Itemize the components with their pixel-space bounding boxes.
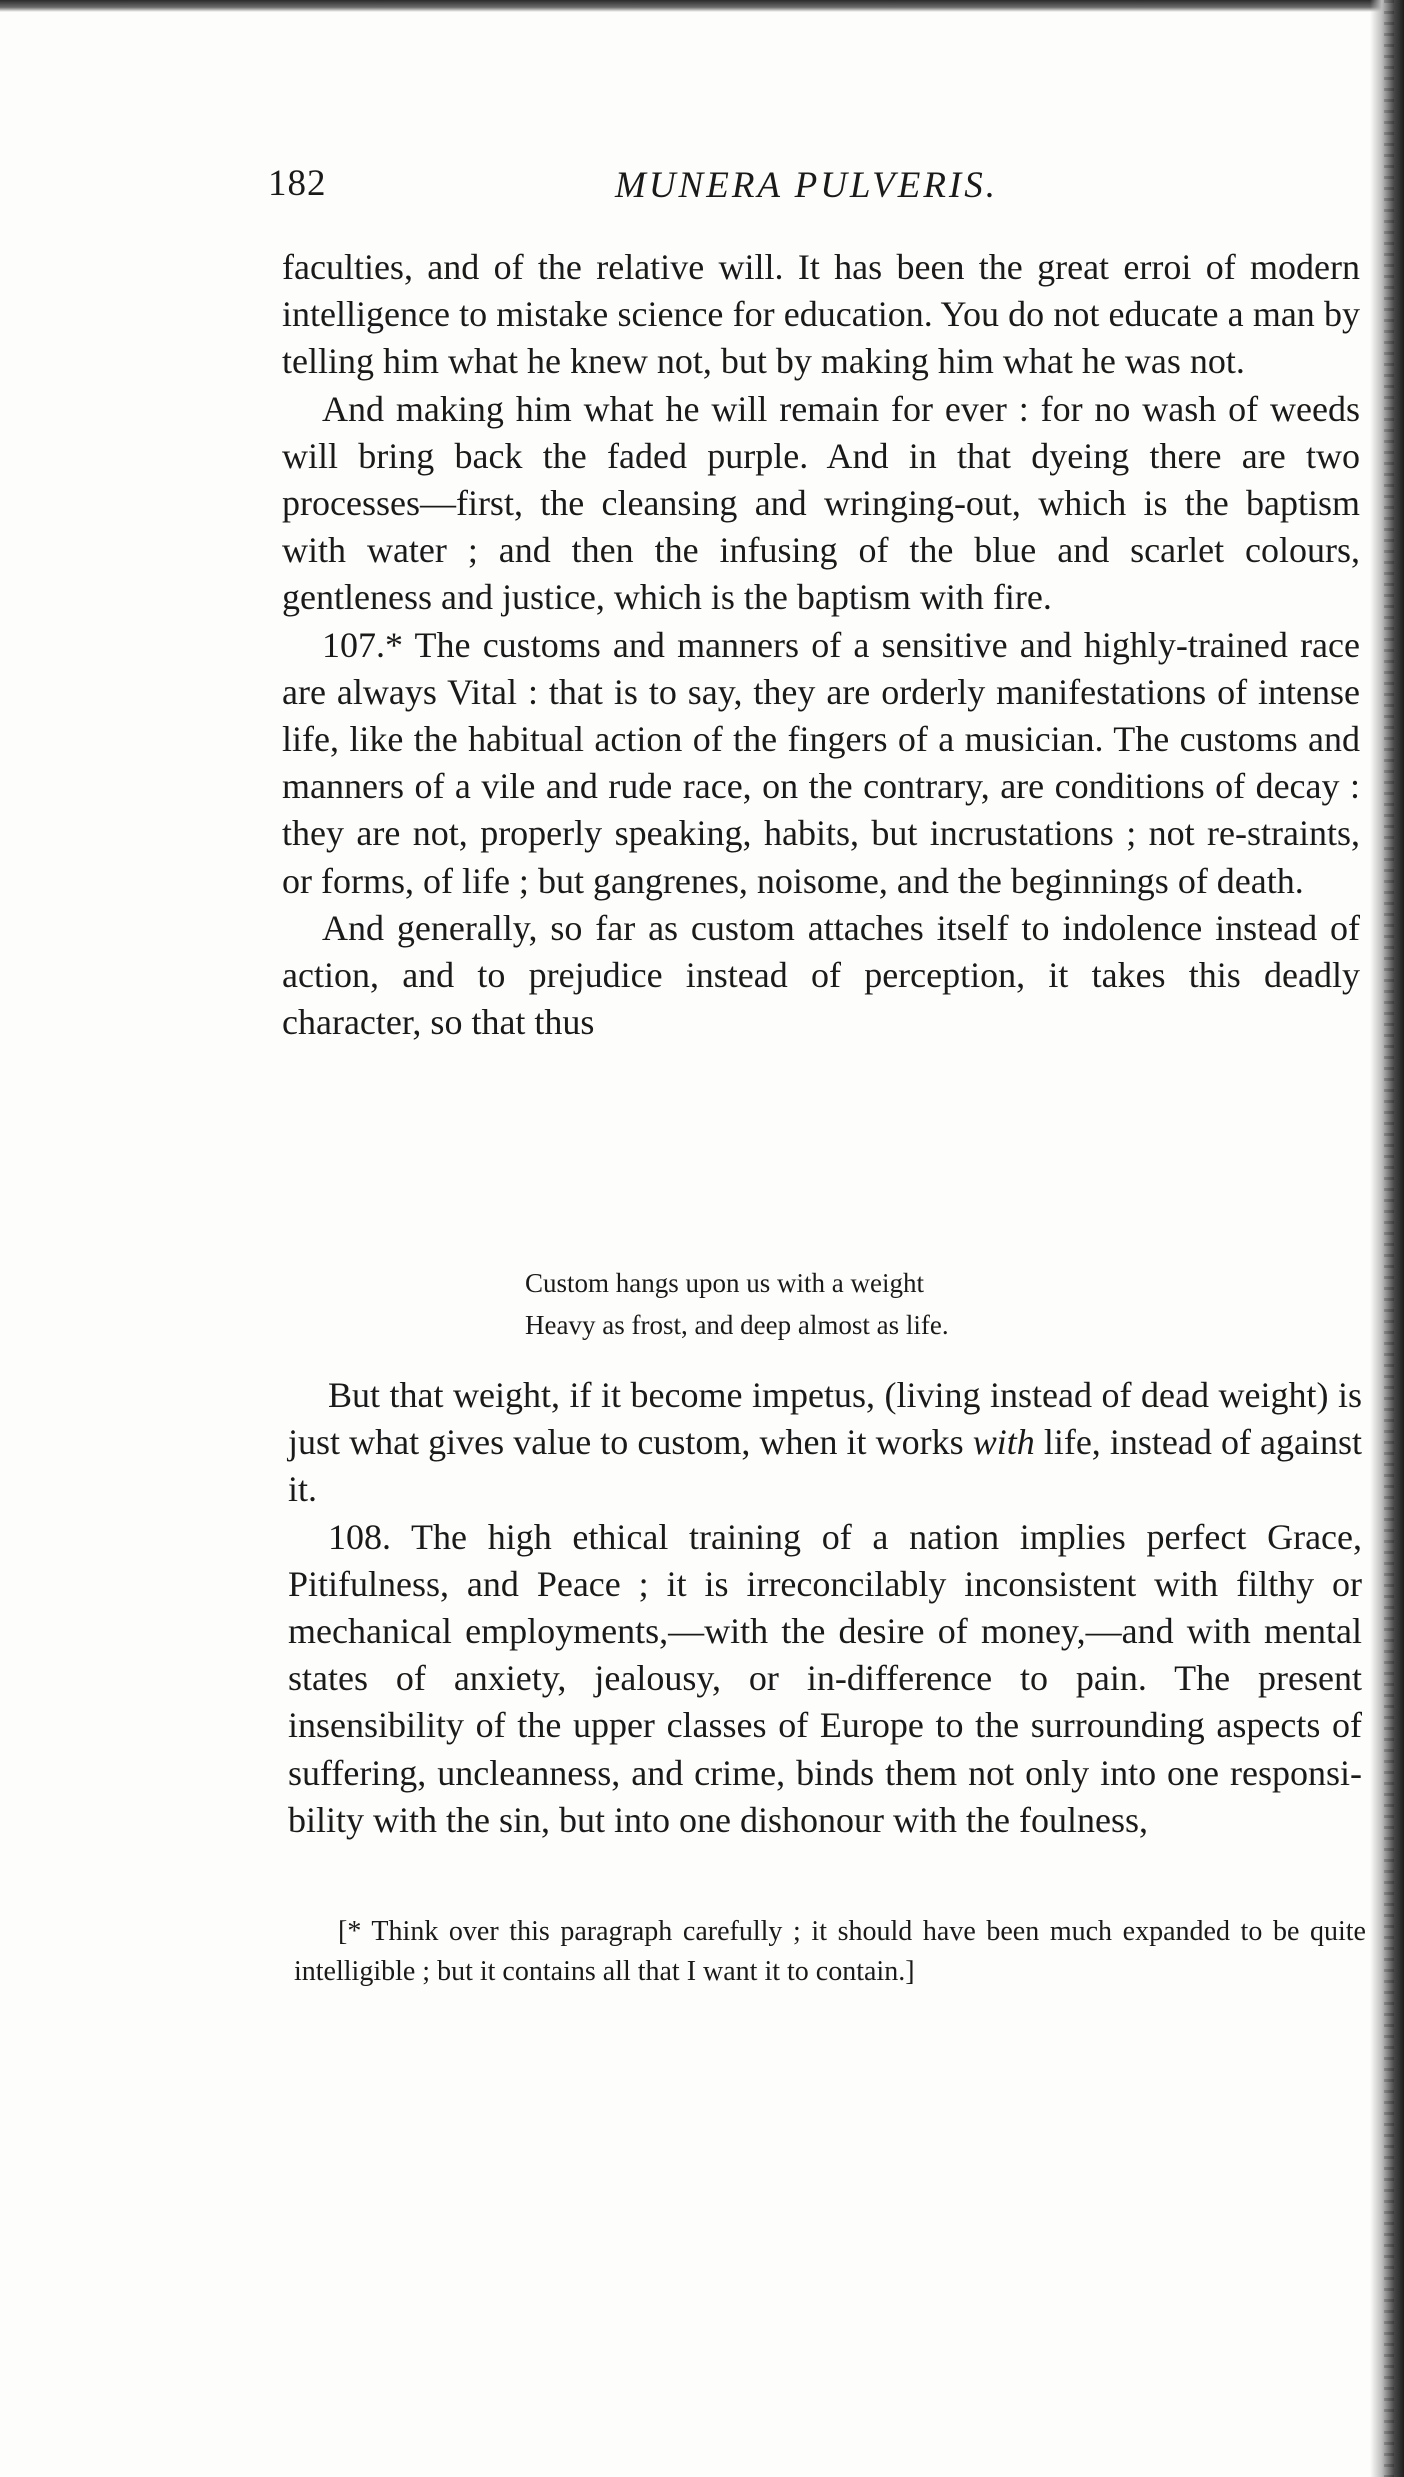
weight-text-end: life, instead of against it.: [288, 1422, 1362, 1510]
weight-text-start: But that weight, if it become impetus, (living instead of dead weight) is just what gives value to custom, when it works: [288, 1375, 1362, 1463]
main-text-block: [282, 244, 1360, 1046]
page-top-edge: [0, 0, 1404, 12]
italic-with: with: [972, 1422, 1035, 1463]
quote-line-2: Heavy as frost, and deep almost as life.: [525, 1310, 949, 1340]
page-number: 182: [268, 163, 327, 204]
running-head: MUNERA PULVERIS.: [615, 165, 999, 206]
verse-quotation: [525, 1262, 1225, 1346]
paragraph-107: 107.* The customs and manners of a sensitive and highly-trained race are always Vital : that is to say, they are orderly manifestations of intense life, like the habitual action of the fingers of a musician. The customs and manners of a vile and rude race, on the contrary, are conditions of decay : they are not, properly speaking, habits, but incrustations ; not re-straints, or forms, of life ; but gangrenes, noisome, and the beginnings of death.: [282, 624, 1360, 901]
paragraph-generally: And generally, so far as custom attaches itself to indolence instead of action, and to prejudice instead of perception, it takes this deadly character, so that thus: [282, 907, 1360, 1043]
page-edge-texture: [1384, 0, 1394, 2477]
main-text-block-2: [288, 1372, 1362, 1844]
paragraph-weight: [288, 1372, 1362, 1514]
paragraph-dyeing: And making him what he will remain for ever : for no wash of weeds will bring back the faded purple. And in that dyeing there are two processes—first, the cleansing and wringing-out, which is the baptism with water ; and then the infusing of the blue and scarlet colours, gentleness and justice, which is the baptism with fire.: [282, 388, 1360, 618]
quote-line-1: Custom hangs upon us with a weight: [525, 1268, 924, 1298]
paragraph-continuation: faculties, and of the relative will. It has been the great erroi of modern intelligence to mistake science for education. You do not educate a man by telling him what he knew not, but by making him what he was not.: [282, 247, 1360, 382]
footnote: [294, 1912, 1366, 1992]
paragraph-108: 108. The high ethical training of a nation implies perfect Grace, Pitifulness, and Peace ; it is irreconcilably inconsistent with filthy or mechanical employments,—with the desire of money,—and with mental states of anxiety, jealousy, or in-difference to pain. The present insensibility of the upper classes of Europe to the surrounding aspects of suffering, uncleanness, and crime, binds them not only into one responsi-bility with the sin, but into one dishonour with the foulness,: [288, 1516, 1362, 1840]
footnote-text: [* Think over this paragraph carefully ; it should have been much expanded to be quite intelligible ; but it contains all that I want it to contain.]: [294, 1916, 1366, 1987]
page-header: [268, 162, 1372, 212]
